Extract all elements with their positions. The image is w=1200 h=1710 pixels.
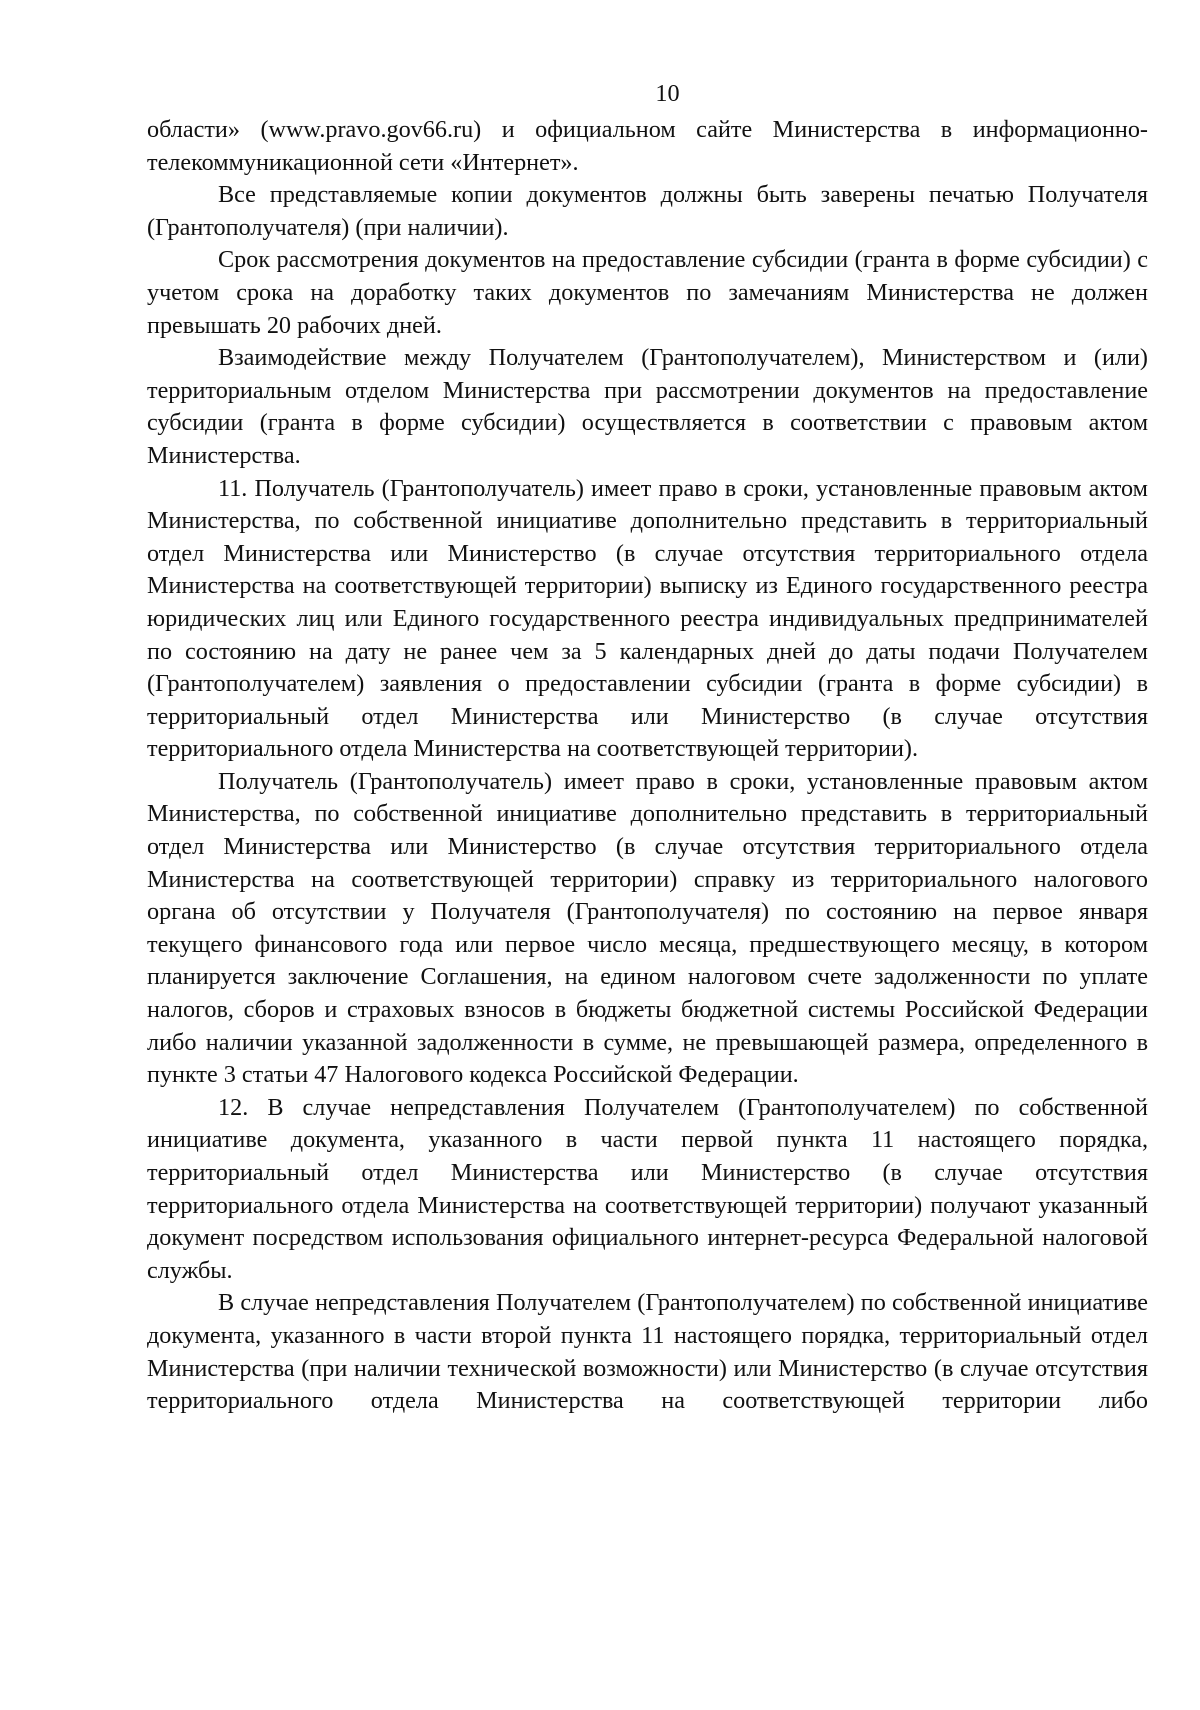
paragraph-8: В случае непредставления Получателем (Грантополучателем) по собственной инициативе документа, указанного в части второй пункта 11 настоящего порядка, территориальный отдел Министерства (при наличии технической возможности) или Министерство (в случае отсутствия территориального отдела Министерства на соответствующей территории либо <box>147 1289 1148 1415</box>
paragraph-6: Получатель (Грантополучатель) имеет право в сроки, установленные правовым актом Министерства, по собственной инициативе дополнительно представить в территориальный отдел Министерства или Министерство (в случае отсутствия территориального отдела Министерства на соответствующей территории) справку из территориального налогового органа об отсутствии у Получателя (Грантополучателя) по состоянию на первое января текущего финансового года или первое число месяца, предшествующего месяцу, в котором планируется заключение Соглашения, на едином налоговом счете задолженности по уплате налогов, сборов и страховых взносов в бюджеты бюджетной системы Российской Федерации либо наличии указанной задолженности в сумме, не превышающей размера, определенного в пункте 3 статьи 47 Налогового кодекса Российской Федерации. <box>147 767 1148 1089</box>
paragraph-7: 12. В случае непредставления Получателем (Грантополучателем) по собственной инициативе документа, указанного в части первой пункта 11 настоящего порядка, территориальный отдел Министерства или Министерство (в случае отсутствия территориального отдела Министерства на соответствующей территории) получают указанный документ посредством использования официального интернет-ресурса Федеральной налоговой службы. <box>147 1093 1148 1284</box>
paragraph-3: Срок рассмотрения документов на предоставление субсидии (гранта в форме субсидии) с учетом срока на доработку таких документов по замечаниям Министерства не должен превышать 20 рабочих дней. <box>147 246 1148 339</box>
paragraph-4: Взаимодействие между Получателем (Грантополучателем), Министерством и (или) территориальным отделом Министерства при рассмотрении документов на предоставление субсидии (гранта в форме субсидии) осуществляется в соответствии с правовым актом Министерства. <box>147 344 1148 469</box>
paragraph-2: Все представляемые копии документов должны быть заверены печатью Получателя (Грантополучателя) (при наличии). <box>147 181 1148 241</box>
document-body <box>147 114 1148 1418</box>
page-number: 10 <box>655 80 680 107</box>
paragraph-1: области» (www.pravo.gov66.ru) и официальном сайте Министерства в информационно-телекоммуникационной сети «Интернет». <box>147 116 1148 176</box>
paragraph-5: 11. Получатель (Грантополучатель) имеет право в сроки, установленные правовым актом Министерства, по собственной инициативе дополнительно представить в территориальный отдел Министерства или Министерство (в случае отсутствия территориального отдела Министерства на соответствующей территории) выписку из Единого государственного реестра юридических лиц или Единого государственного реестра индивидуальных предпринимателей по состоянию на дату не ранее чем за 5 календарных дней до даты подачи Получателем (Грантополучателем) заявления о предоставлении субсидии (гранта в форме субсидии) в территориальный отдел Министерства или Министерство (в случае отсутствия территориального отдела Министерства на соответствующей территории). <box>147 474 1148 763</box>
